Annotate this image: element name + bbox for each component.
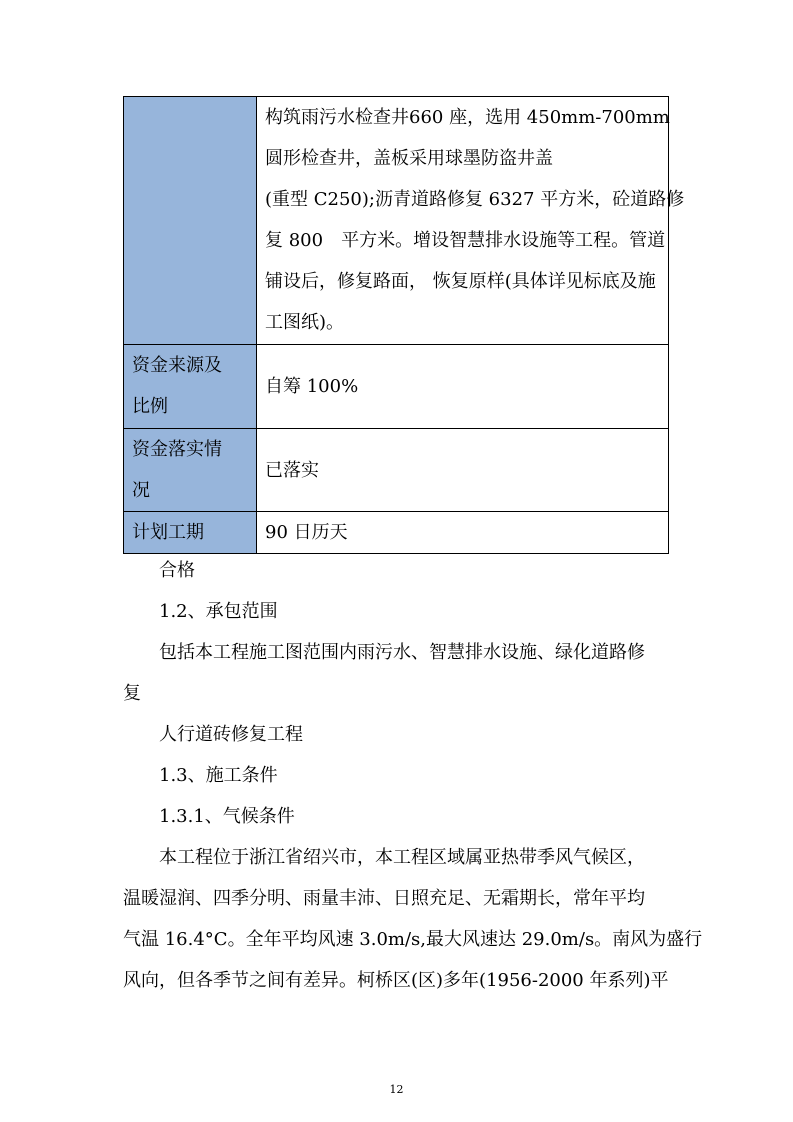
funding-source-value: 自筹 100% xyxy=(257,345,669,429)
funding-source-label-line: 比例 xyxy=(132,396,168,417)
table-row xyxy=(124,97,669,345)
table-text-line: 复 800 平方米。增设智慧排水设施等工程。管道 xyxy=(265,230,666,251)
table-text-line: 铺设后，修复路面， 恢复原样(具体详见标底及施 xyxy=(265,271,656,292)
quality-text: 合格 xyxy=(159,560,195,581)
table-row xyxy=(124,345,669,429)
paragraph-line: 本工程位于浙江省绍兴市，本工程区域属亚热带季风气候区， xyxy=(159,847,645,868)
project-info-table xyxy=(123,96,685,554)
paragraph-line: 包括本工程施工图范围内雨污水、智慧排水设施、绿化道路修 xyxy=(159,642,645,663)
table-value-cell xyxy=(257,97,685,345)
paragraph-line: 气温 16.4°C。全年平均风速 3.0m/s,最大风速达 29.0m/s。南风为盛行 xyxy=(123,929,703,950)
section-heading-1-2: 1.2、承包范围 xyxy=(159,601,278,622)
table-row xyxy=(124,512,669,554)
funding-status-label-line: 况 xyxy=(132,480,150,501)
section-heading-1-3-1: 1.3.1、气候条件 xyxy=(159,806,295,827)
table-label-cell xyxy=(124,429,257,512)
table-label-cell xyxy=(124,97,257,345)
page-number: 12 xyxy=(389,1083,404,1096)
schedule-label: 计划工期 xyxy=(124,512,257,554)
paragraph-line: 温暖湿润、四季分明、雨量丰沛、日照充足、无霜期长，常年平均 xyxy=(123,888,645,909)
climate-paragraph xyxy=(123,837,703,1001)
table-text-line: 工图纸)。 xyxy=(265,312,345,333)
paragraph-line: 复 xyxy=(123,683,141,704)
section-heading-1-3: 1.3、施工条件 xyxy=(159,765,278,786)
table-label-cell xyxy=(124,345,257,429)
table-row xyxy=(124,429,669,512)
funding-status-value: 已落实 xyxy=(257,429,669,512)
schedule-value: 90 日历天 xyxy=(257,512,669,554)
paragraph-line: 风向，但各季节之间有差异。柯桥区(区)多年(1956-2000 年系列)平 xyxy=(123,970,669,991)
scope-paragraph xyxy=(123,632,669,714)
table-text-line: 构筑雨污水检查井660 座，选用 450mm-700mm xyxy=(265,107,670,128)
sidewalk-text: 人行道砖修复工程 xyxy=(159,724,303,745)
table-text-line: (重型 C250);沥青道路修复 6327 平方米，砼道路修 xyxy=(265,189,685,210)
funding-source-label-line: 资金来源及 xyxy=(132,355,222,376)
table-text-line: 圆形检查井，盖板采用球墨防盗井盖 xyxy=(265,148,553,169)
funding-status-label-line: 资金落实情 xyxy=(132,439,222,460)
